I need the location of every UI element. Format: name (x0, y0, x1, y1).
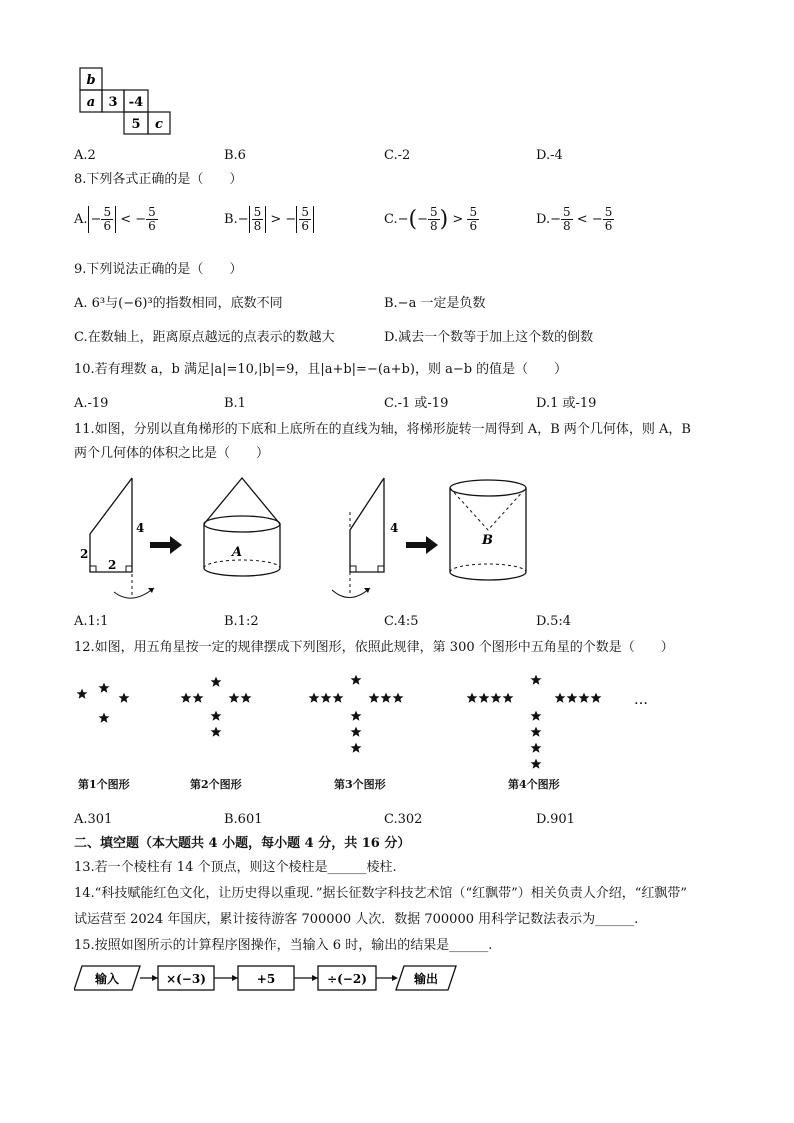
star-icon (467, 693, 478, 703)
star-icon (211, 677, 222, 687)
star-icon (393, 693, 404, 703)
q11-stem-line1: 11.如图，分别以直角梯形的下底和上底所在的直线为轴，将梯形旋转一周得到 A，B 两个几何体，则 A，B (74, 422, 691, 437)
q9-option-d[interactable]: D.减去一个数等于加上这个数的倒数 (384, 330, 594, 345)
caption-figure-2: 第2个图形 (190, 778, 242, 791)
svg-text:4: 4 (136, 521, 145, 535)
q8-option-b[interactable]: B.− $\frac{5}{8}$ > − $\frac{5}{6}$ (224, 206, 314, 233)
arrow-right-2 (406, 536, 438, 554)
star-icon (567, 693, 578, 703)
caption-figure-3: 第3个图形 (334, 778, 386, 791)
star-icon (333, 693, 344, 703)
svg-text:2: 2 (108, 558, 117, 572)
q12-stem: 12.如图，用五角星按一定的规律摆成下列图形，依照此规律，第 300 个图形中五角星的个数是（ ） (74, 640, 674, 655)
star-icon (555, 693, 566, 703)
flow-step-1-label: ×(−3) (166, 972, 206, 986)
trapezoid-right (350, 478, 384, 572)
caption-figure-1: 第1个图形 (78, 778, 130, 791)
q11-option-c[interactable]: C.4:5 (384, 614, 419, 629)
star-icon (309, 693, 320, 703)
q11-stem-line2: 两个几何体的体积之比是（ ） (74, 446, 270, 461)
flow-step-2-label: +5 (256, 972, 276, 986)
q11-option-b[interactable]: B.1:2 (224, 614, 259, 629)
flowchart (74, 962, 464, 994)
rotation-arrow-right (332, 588, 370, 598)
q9-stem: 9.下列说法正确的是（ ） (74, 262, 243, 277)
star-icon (99, 683, 110, 693)
star-pattern-figure (74, 668, 694, 772)
q12-option-c[interactable]: C.302 (384, 812, 423, 827)
star-icon (351, 727, 362, 737)
net-cell-b: b (86, 73, 96, 88)
q8-stem: 8.下列各式正确的是（ ） (74, 172, 243, 187)
flow-input-label: 输入 (94, 972, 120, 986)
q14-line2: 试运营至 2024 年国庆，累计接待游客 700000 人次．数据 700000 用科学记数法表示为______. (74, 912, 639, 927)
cube-net-figure (78, 66, 178, 138)
star-icon (229, 693, 240, 703)
q7-option-b[interactable]: B.6 (224, 148, 246, 163)
star-icon (369, 693, 380, 703)
star-icon (531, 711, 542, 721)
q13-stem: 13.若一个棱柱有 14 个顶点，则这个棱柱是______棱柱. (74, 860, 397, 875)
star-icon (241, 693, 252, 703)
star-icon (579, 693, 590, 703)
star-icon (531, 727, 542, 737)
q11-option-a[interactable]: A.1:1 (74, 614, 109, 629)
q10-stem: 10.若有理数 a，b 满足|a|=10,|b|=9，且|a+b|=−(a+b)，则 a−b 的值是（ ） (74, 362, 568, 377)
rotation-figure (74, 472, 554, 608)
star-icon (503, 693, 514, 703)
q14-line1: 14.“科技赋能红色文化，让历史得以重现．”据长征数字科技艺术馆（“红飘带”）相关负责人介绍，“红飘带” (74, 886, 688, 901)
star-icon (351, 711, 362, 721)
svg-text:4: 4 (390, 521, 399, 535)
q12-option-b[interactable]: B.601 (224, 812, 263, 827)
star-icon (479, 693, 490, 703)
q7-option-a[interactable]: A.2 (74, 148, 96, 163)
q9-option-a[interactable]: A. 6³与(−6)³的指数相同，底数不同 (74, 296, 283, 311)
q10-option-d[interactable]: D.1 或-19 (536, 396, 597, 411)
net-cell-5: 5 (131, 117, 141, 132)
star-icon (211, 711, 222, 721)
q12-option-d[interactable]: D.901 (536, 812, 575, 827)
star-icon (77, 689, 88, 699)
pattern-ellipsis: … (634, 692, 648, 708)
net-cell-neg4: -4 (128, 95, 144, 110)
net-cell-c: c (155, 117, 163, 132)
q9-option-b[interactable]: B.−a 一定是负数 (384, 296, 486, 311)
q9-option-c[interactable]: C.在数轴上，距离原点越远的点表示的数越大 (74, 330, 335, 345)
q10-option-b[interactable]: B.1 (224, 396, 246, 411)
rotation-arrow-left (114, 588, 154, 598)
q10-option-c[interactable]: C.-1 或-19 (384, 396, 449, 411)
solid-b-label: B (482, 533, 493, 548)
star-icon (531, 743, 542, 753)
star-icon (193, 693, 204, 703)
q10-option-a[interactable]: A.-19 (74, 396, 109, 411)
q7-option-d[interactable]: D.-4 (536, 148, 563, 163)
flow-output-label: 输出 (413, 972, 439, 986)
star-icon (381, 693, 392, 703)
svg-text:2: 2 (80, 547, 89, 561)
q11-option-d[interactable]: D.5:4 (536, 614, 572, 629)
star-icon (351, 675, 362, 685)
star-icon (351, 743, 362, 753)
star-icon (211, 727, 222, 737)
arrow-right-1 (150, 536, 182, 554)
solid-a-label: A (232, 545, 243, 560)
net-cell-a: a (86, 95, 96, 110)
star-icon (531, 675, 542, 685)
q8-option-d[interactable]: D.− $\frac{5}{8}$ < − $\frac{5}{6}$ (536, 205, 613, 233)
star-icon (119, 693, 130, 703)
flow-step-3-label: ÷(−2) (327, 972, 367, 986)
q7-option-c[interactable]: C.-2 (384, 148, 411, 163)
q15-stem: 15.按照如图所示的计算程序图操作，当输入 6 时，输出的结果是______. (74, 938, 493, 953)
star-icon (181, 693, 192, 703)
net-cell-3: 3 (108, 95, 118, 110)
q8-option-a[interactable]: A. − $\frac{5}{6}$ < − $\frac{5}{6}$ (74, 205, 156, 233)
star-icon (591, 693, 602, 703)
star-icon (321, 693, 332, 703)
section-2-title: 二、填空题（本大题共 4 小题，每小题 4 分，共 16 分） (74, 836, 411, 851)
q8-option-c[interactable]: C.−(− $\frac{5}{8}$ ) > $\frac{5}{6}$ (384, 205, 478, 233)
q12-option-a[interactable]: A.301 (74, 812, 113, 827)
caption-figure-4: 第4个图形 (508, 778, 560, 791)
star-icon (531, 759, 542, 769)
star-icon (99, 713, 110, 723)
star-icon (491, 693, 502, 703)
